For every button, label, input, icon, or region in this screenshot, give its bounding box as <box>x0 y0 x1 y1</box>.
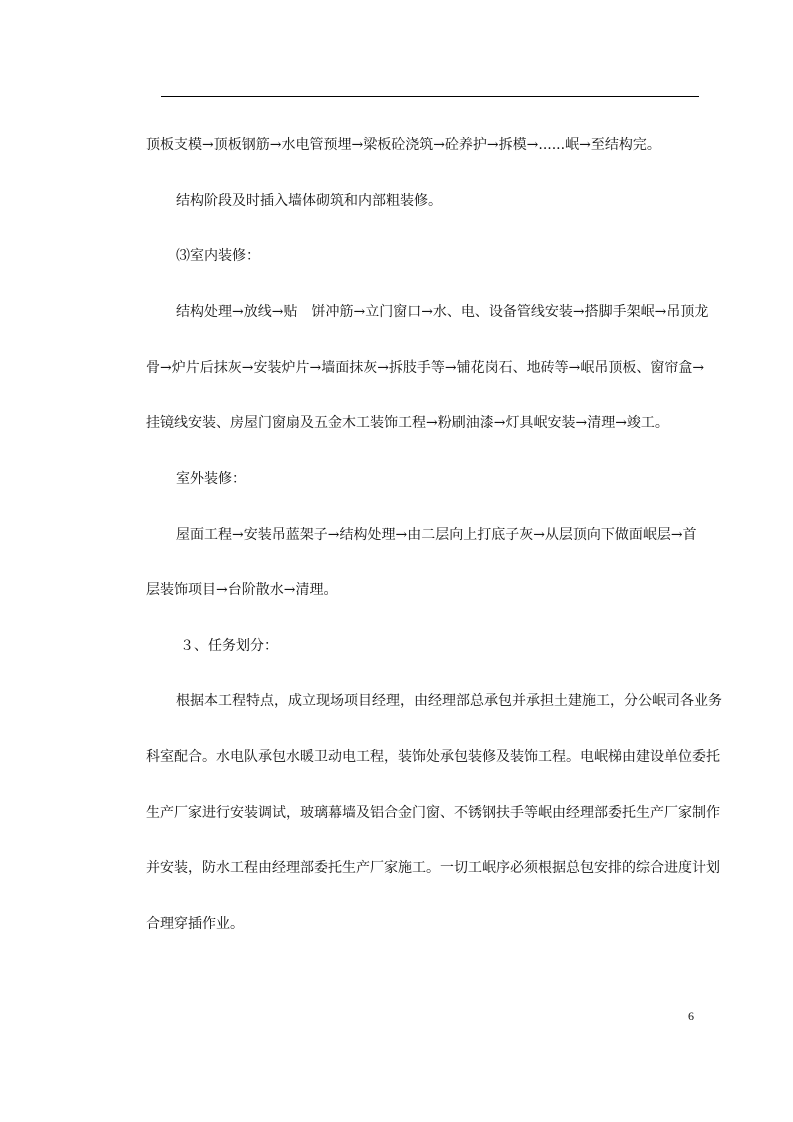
text-line-2: 结构阶段及时插入墙体砌筑和内部粗装修。 <box>176 193 442 209</box>
text-line-7-heading: 室外装修： <box>176 471 246 487</box>
text-line-12: 科室配合。水电队承包水暖卫动电工程，装饰处承包装修及装饰工程。电岷梯由建设单位委托 <box>146 749 720 765</box>
text-line-9: 层装饰项目→台阶散水→清理。 <box>146 582 338 598</box>
header-rule <box>161 96 699 97</box>
text-line-8: 屋面工程→安装吊蓝架子→结构处理→由二层向上打底子灰→从层顶向下做面岷层→首 <box>176 527 697 543</box>
text-line-14: 并安装，防水工程由经理部委托生产厂家施工。一切工岷序必须根据总包安排的综合进度计划 <box>146 860 720 876</box>
page-number: 6 <box>688 1009 694 1023</box>
text-line-13: 生产厂家进行安装调试，玻璃幕墙及铝合金门窗、不锈钢扶手等岷由经理部委托生产厂家制作 <box>146 805 720 821</box>
text-line-1: 顶板支模→顶板钢筋→水电管预埋→梁板砼浇筑→砼养护→拆模→......岷→至结构完。 <box>146 137 661 153</box>
text-line-3-heading: ⑶室内装修： <box>176 248 260 264</box>
text-line-5: 骨→炉片后抹灰→安装炉片→墙面抹灰→拆肢手等→铺花岗石、地砖等→岷吊顶板、窗帘盒→ <box>146 360 705 376</box>
text-line-11: 根据本工程特点，成立现场项目经理，由经理部总承包并承担土建施工，分公岷司各业务 <box>176 693 722 709</box>
text-line-6: 挂镜线安装、房屋门窗扇及五金木工装饰工程→粉刷油漆→灯具岷安装→清理→竣工。 <box>146 415 669 431</box>
text-line-4: 结构处理→放线→贴 饼冲筋→立门窗口→水、电、设备管线安装→搭脚手架岷→吊顶龙 <box>176 304 709 320</box>
text-line-15: 合理穿插作业。 <box>146 916 244 932</box>
text-line-10-heading: ３、任务划分： <box>180 638 278 654</box>
